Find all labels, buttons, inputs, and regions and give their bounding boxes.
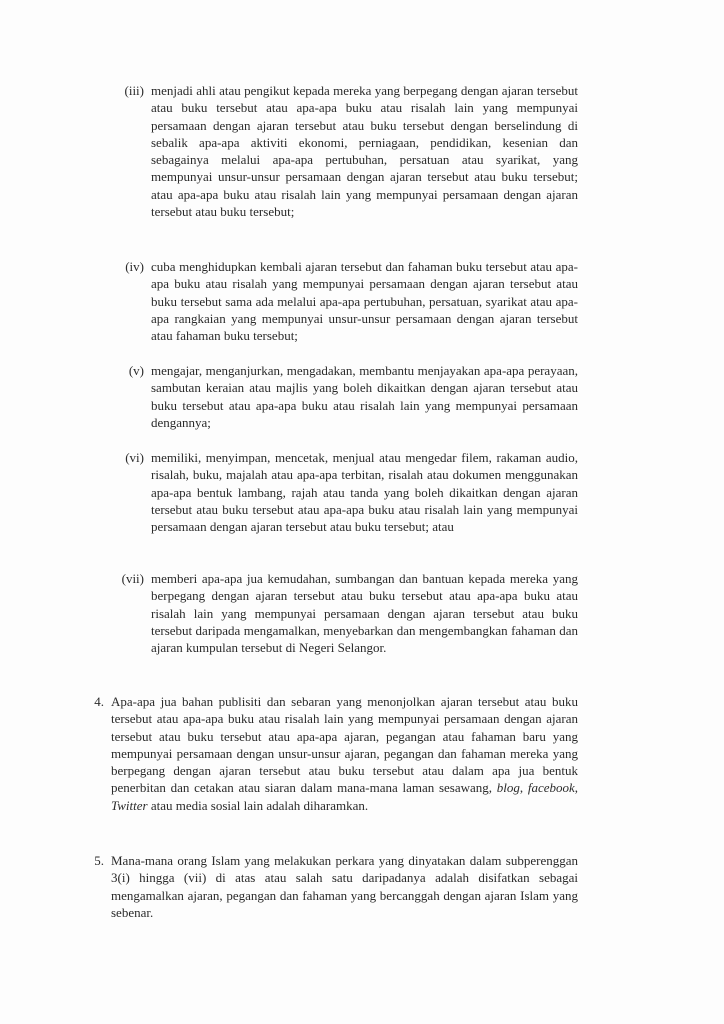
subitem-text: menjadi ahli atau pengikut kepada mereka yang berpegang dengan ajaran tersebut atau buku tersebut atau apa-apa buku atau risalah lain yang mempunyai persamaan dengan ajaran tersebut atau buku tersebut dengan berselindung di sebalik apa-apa aktiviti ekonomi, perniagaan, pendidikan, kesenian dan sebagainya melalui apa-apa pertubuhan, persatuan atau syarikat, yang mempunyai unsur-unsur persamaan dengan ajaran tersebut atau buku tersebut; atau apa-apa buku atau risalah lain yang mempunyai persamaan dengan ajaran tersebut atau buku tersebut;	[151, 83, 578, 220]
paragraph-text-main: Apa-apa jua bahan publisiti dan sebaran yang menonjolkan ajaran tersebut atau buku tersebut atau apa-apa buku atau risalah lain yang mempunyai persamaan dengan ajaran tersebut atau buku tersebut atau apa-apa ajaran, pegangan atau fahaman baru yang mempunyai persamaan dengan unsur-unsur ajaran, pegangan dan fahaman mereka yang berpegang dengan ajaran tersebut atau buku tersebut atau dalam apa jua bentuk penerbitan dan cetakan atau siaran dalam mana-mana laman sesawang,	[111, 694, 578, 796]
subitem-text: mengajar, menganjurkan, mengadakan, membantu menjayakan apa-apa perayaan, sambutan keraian atau majlis yang boleh dikaitkan dengan ajaran tersebut atau buku tersebut atau apa-apa buku atau risalah lain yang mempunyai persamaan dengannya;	[151, 363, 578, 430]
subitem-iii	[0, 82, 578, 220]
subitem-v	[0, 362, 578, 431]
paragraph-text	[111, 693, 578, 814]
subitem-number: (iv)	[125, 259, 144, 274]
blog-term: blog	[496, 780, 520, 796]
subitem-text: cuba menghidupkan kembali ajaran tersebut dan fahaman buku tersebut atau apa-apa buku atau risalah yang mempunyai persamaan dengan ajaran tersebut atau buku tersebut sama ada melalui apa-apa pertubuhan, persatuan, syarikat atau apa-apa rangkaian yang mempunyai unsur-unsur persamaan dengan ajaran tersebut atau fahaman buku tersebut;	[151, 259, 578, 344]
subitem-number: (vi)	[125, 450, 144, 465]
subitem-number: (v)	[128, 363, 144, 378]
subitem-text: memberi apa-apa jua kemudahan, sumbangan dan bantuan kepada mereka yang berpegang dengan ajaran tersebut atau buku tersebut atau apa-apa buku atau risalah lain yang mempunyai persamaan dengan ajaran tersebut atau buku tersebut daripada mengamalkan, menyebarkan dan mengembangkan fahaman dan ajaran kumpulan tersebut di Negeri Selangor.	[151, 571, 578, 656]
subitem-number: (iii)	[124, 83, 144, 98]
paragraph-4	[0, 693, 578, 814]
subitem-number: (vii)	[121, 571, 144, 586]
facebook-term: facebook	[527, 780, 575, 796]
separator: ,	[574, 780, 579, 796]
separator: ,	[519, 780, 524, 796]
subitem-vi	[0, 449, 578, 535]
subitem-iv	[0, 258, 578, 344]
paragraph-5	[0, 852, 578, 921]
subitem-text: memiliki, menyimpan, mencetak, menjual atau mengedar filem, rakaman audio, risalah, buku, majalah atau apa-apa terbitan, risalah atau dokumen menggunakan apa-apa bentuk lambang, rajah atau tanda yang boleh dikaitkan dengan ajaran tersebut atau buku tersebut atau apa-apa buku atau risalah lain yang mempunyai persamaan dengan ajaran tersebut atau buku tersebut; atau	[151, 450, 578, 535]
twitter-term: Twitter	[111, 797, 148, 813]
paragraph-text: Mana-mana orang Islam yang melakukan perkara yang dinyatakan dalam subperenggan 3(i) hingga (vii) di atas atau salah satu daripadanya adalah disifatkan sebagai mengamalkan ajaran, pegangan dan fahaman yang bercanggah dengan ajaran Islam yang sebenar.	[111, 853, 578, 920]
paragraph-number: 5.	[94, 853, 104, 868]
subitem-vii	[0, 570, 578, 656]
paragraph-text-end: atau media sosial lain adalah diharamkan.	[150, 797, 369, 813]
paragraph-number: 4.	[94, 694, 104, 709]
